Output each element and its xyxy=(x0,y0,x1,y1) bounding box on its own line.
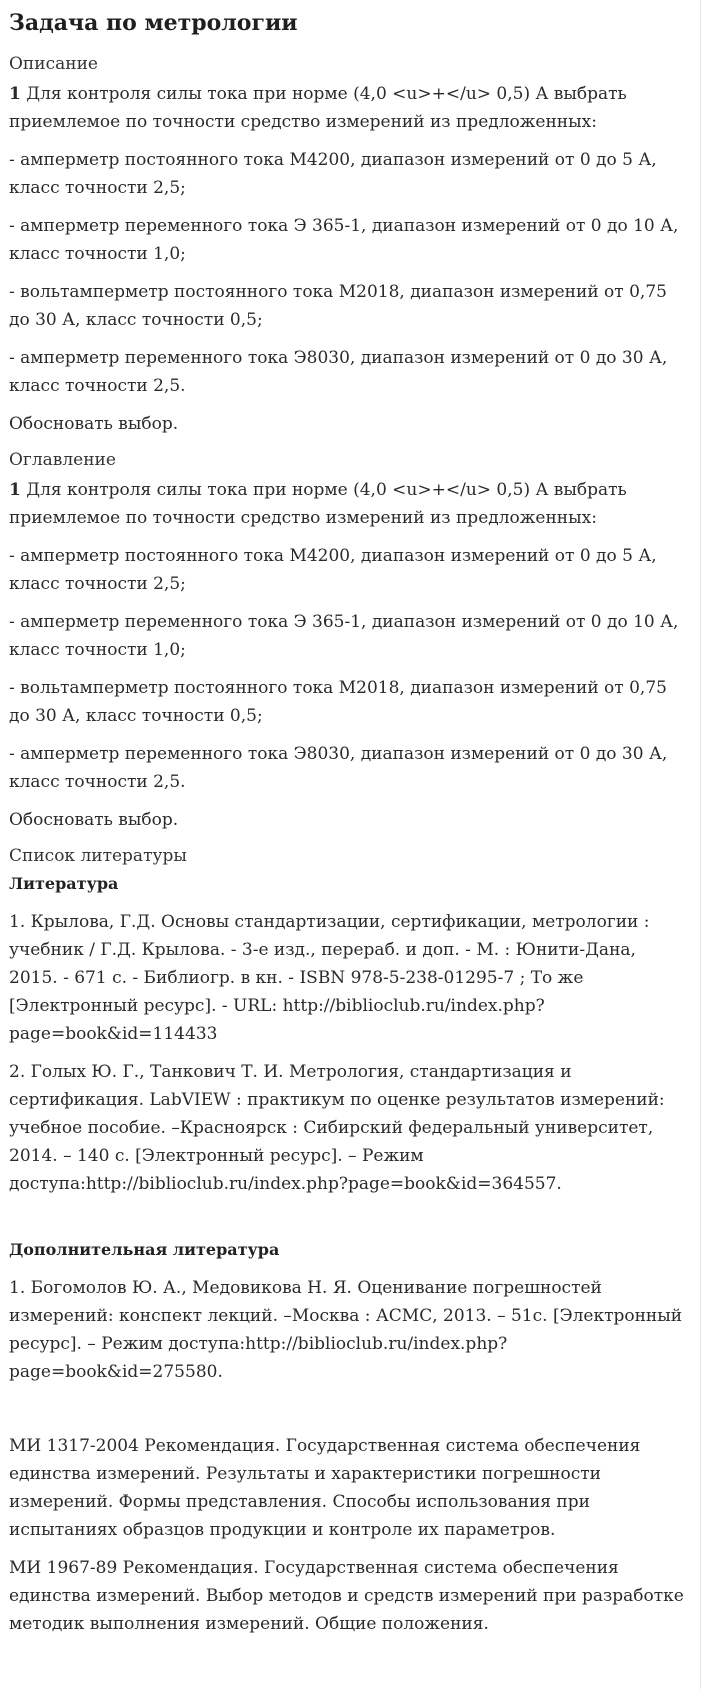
task-number: 1 xyxy=(9,84,21,104)
task-conclusion: Обосновать выбор. xyxy=(9,810,179,830)
additional-literature-heading: Дополнительная литература xyxy=(9,1240,280,1259)
task-text: Для контроля силы тока при норме (4,0 <u>+</u> 0,5) А выбрать приемлемое по точности средство измерений из предложенных: xyxy=(9,480,627,528)
standard-item: МИ 1317-2004 Рекомендация. Государственная система обеспечения единства измерений. Результаты и характеристики погрешности измерений. Формы представления. Способы использования при испытаниях образцов продукции и контроле их параметров. xyxy=(9,1436,641,1540)
main-literature-heading: Литература xyxy=(9,874,119,893)
description-label: Описание xyxy=(9,54,98,74)
description-section xyxy=(9,52,687,438)
reference-item: 2. Голых Ю. Г., Танкович Т. И. Метрология, стандартизация и сертификация. LabVIEW : практикум по оценке результатов измерений: учебное пособие. –Красноярск : Сибирский федеральный университет, 2014. – 140 с. [Электронный ресурс]. – Режим доступа:http://biblioclub.ru/index.php?page=book&id=364557. xyxy=(9,1062,665,1194)
task-number: 1 xyxy=(9,480,21,500)
reference-item: 1. Богомолов Ю. А., Медовикова Н. Я. Оценивание погрешностей измерений: конспект лекций. –Москва : АСМС, 2013. – 51с. [Электронный ресурс]. – Режим доступа:http://biblioclub.ru/index.php?page=book&id=275580. xyxy=(9,1278,683,1382)
option-item: - амперметр постоянного тока М4200, диапазон измерений от 0 до 5 А, класс точности 2,5; xyxy=(9,546,657,594)
option-item: - амперметр постоянного тока М4200, диапазон измерений от 0 до 5 А, класс точности 2,5; xyxy=(9,150,657,198)
references-section xyxy=(9,844,687,1638)
task-statement xyxy=(9,80,687,136)
references-label: Список литературы xyxy=(9,846,187,866)
option-item: - амперметр переменного тока Э8030, диапазон измерений от 0 до 30 А, класс точности 2,5. xyxy=(9,744,668,792)
option-item: - амперметр переменного тока Э 365-1, диапазон измерений от 0 до 10 А, класс точности 1,0; xyxy=(9,612,679,660)
option-item: - вольтамперметр постоянного тока М2018, диапазон измерений от 0,75 до 30 А, класс точности 0,5; xyxy=(9,282,667,330)
contents-label: Оглавление xyxy=(9,450,116,470)
option-item: - амперметр переменного тока Э 365-1, диапазон измерений от 0 до 10 А, класс точности 1,0; xyxy=(9,216,679,264)
standard-item: МИ 1967-89 Рекомендация. Государственная система обеспечения единства измерений. Выбор методов и средств измерений при разработке методик выполнения измерений. Общие положения. xyxy=(9,1558,684,1634)
page-title: Задача по метрологии xyxy=(9,10,298,36)
option-item: - амперметр переменного тока Э8030, диапазон измерений от 0 до 30 А, класс точности 2,5. xyxy=(9,348,668,396)
task-statement xyxy=(9,476,687,532)
option-item: - вольтамперметр постоянного тока М2018, диапазон измерений от 0,75 до 30 А, класс точности 0,5; xyxy=(9,678,667,726)
reference-item: 1. Крылова, Г.Д. Основы стандартизации, сертификации, метрологии : учебник / Г.Д. Крылова. - 3-е изд., перераб. и доп. - М. : Юнити-Дана, 2015. - 671 с. - Библиогр. в кн. - ISBN 978-5-238-01295-7 ; То же [Электронный ресурс]. - URL: http://biblioclub.ru/index.php?page=book&id=114433 xyxy=(9,912,650,1044)
task-text: Для контроля силы тока при норме (4,0 <u>+</u> 0,5) А выбрать приемлемое по точности средство измерений из предложенных: xyxy=(9,84,627,132)
contents-section xyxy=(9,448,687,834)
task-conclusion: Обосновать выбор. xyxy=(9,414,179,434)
